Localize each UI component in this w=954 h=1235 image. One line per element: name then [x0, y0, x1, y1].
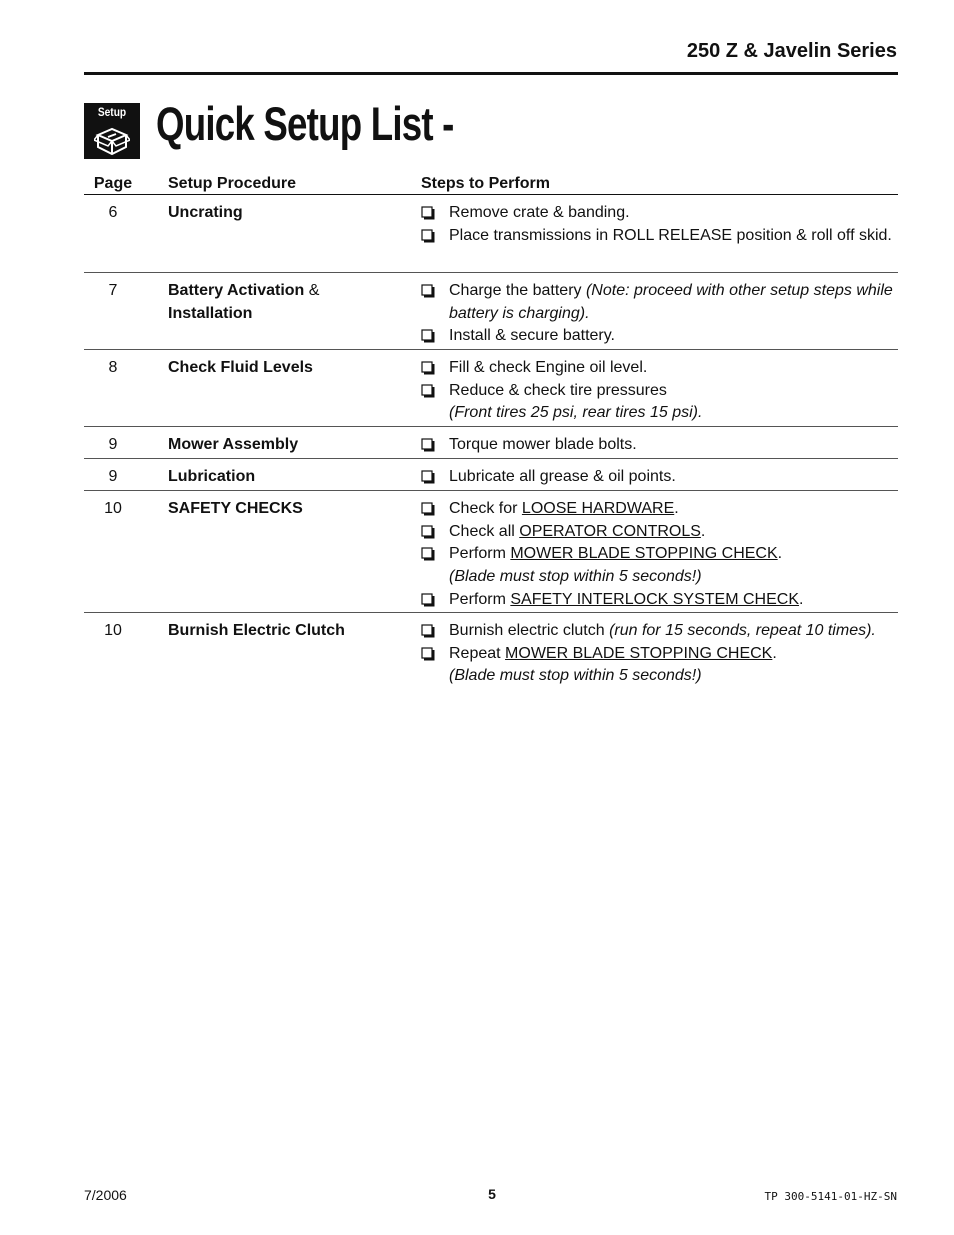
step-text: Place transmissions in ROLL RELEASE position & roll off skid.	[449, 226, 892, 244]
step-text: Check all	[449, 522, 520, 540]
procedure-name: Uncrating	[168, 204, 243, 221]
step-text: .	[700, 522, 706, 540]
step-item	[421, 434, 898, 457]
row-procedure	[168, 498, 398, 521]
row-page-number: 10	[104, 622, 122, 639]
step-text: (run for 15 seconds, repeat 10 times).	[609, 622, 876, 639]
step-text: (Note: proceed with other setup steps while battery is charging).	[449, 282, 893, 322]
step-text: .	[799, 590, 804, 608]
checkbox-icon	[421, 502, 435, 516]
step-item	[421, 643, 898, 688]
step-text: Torque mower blade bolts.	[449, 436, 637, 453]
step-reference: OPERATOR CONTROLS	[519, 522, 701, 540]
row-divider	[84, 272, 898, 273]
step-text: .	[674, 500, 679, 517]
step-item	[421, 521, 898, 544]
row-divider	[84, 426, 898, 427]
step-text: Fill & check Engine oil level.	[449, 359, 648, 376]
step-item	[421, 543, 898, 588]
checkbox-icon	[421, 229, 435, 243]
checkbox-icon	[421, 647, 435, 661]
row-steps	[421, 466, 898, 489]
row-steps	[421, 434, 898, 457]
step-text: Check for	[449, 500, 522, 517]
header-rule	[84, 72, 898, 75]
footer-doc-number: TP 300-5141-01-HZ-SN	[764, 1190, 897, 1203]
header-divider	[84, 194, 898, 195]
series-title: 250 Z & Javelin Series	[686, 40, 897, 62]
row-procedure	[168, 466, 398, 489]
step-text: Install & secure battery.	[449, 327, 615, 345]
checkbox-icon	[421, 470, 435, 484]
column-header-procedure: Setup Procedure	[168, 175, 297, 192]
footer-page-number: 5	[488, 1186, 496, 1202]
step-item	[421, 225, 898, 248]
step-item	[421, 589, 898, 612]
footer-date: 7/2006	[84, 1187, 127, 1203]
row-page-number: 9	[108, 468, 118, 485]
step-reference: MOWER BLADE STOPPING CHECK	[505, 644, 773, 662]
step-note: (Blade must stop within 5 seconds!)	[449, 568, 702, 586]
step-text: Burnish electric clutch	[449, 622, 610, 639]
procedure-name: Check Fluid Levels	[168, 359, 313, 376]
row-procedure	[168, 202, 398, 225]
procedure-name: Mower Assembly	[168, 436, 299, 453]
procedure-suffix: &	[304, 282, 320, 299]
step-reference: SAFETY INTERLOCK SYSTEM CHECK	[510, 590, 799, 608]
row-procedure	[168, 280, 398, 325]
step-note: (Front tires 25 psi, rear tires 15 psi).	[449, 404, 703, 422]
step-item	[421, 620, 898, 643]
row-steps	[421, 357, 898, 425]
box-setup-icon	[94, 121, 130, 157]
step-text: .	[772, 644, 777, 662]
row-steps	[421, 498, 898, 612]
step-text: Reduce & check tire pressures	[449, 381, 667, 399]
step-text: Charge the battery	[449, 282, 586, 299]
row-page-number: 6	[108, 204, 118, 221]
checkbox-icon	[421, 329, 435, 343]
step-item	[421, 380, 898, 425]
row-procedure	[168, 620, 398, 643]
step-item	[421, 280, 898, 325]
step-item	[421, 325, 898, 348]
step-text: Perform	[449, 545, 511, 563]
step-item	[421, 498, 898, 521]
step-text: .	[777, 545, 783, 563]
column-header-steps: Steps to Perform	[421, 175, 550, 192]
step-text: Repeat	[449, 644, 506, 662]
row-page-number: 10	[104, 500, 122, 517]
setup-logo-text: Setup	[97, 105, 127, 119]
row-procedure	[168, 357, 398, 380]
row-procedure	[168, 434, 398, 457]
procedure-name: Burnish Electric Clutch	[168, 622, 345, 639]
row-steps	[421, 202, 898, 247]
step-text: Perform	[449, 590, 511, 608]
checkbox-icon	[421, 624, 435, 638]
checkbox-icon	[421, 284, 435, 298]
procedure-name: SAFETY CHECKS	[168, 500, 303, 517]
step-text: Lubricate all grease & oil points.	[449, 468, 676, 485]
step-item	[421, 466, 898, 489]
procedure-name-line2: Installation	[168, 304, 253, 322]
row-steps	[421, 280, 898, 348]
row-divider	[84, 612, 898, 613]
step-item	[421, 202, 898, 225]
checkbox-icon	[421, 525, 435, 539]
checkbox-icon	[421, 593, 435, 607]
row-divider	[84, 349, 898, 350]
column-header-page: Page	[93, 175, 133, 192]
row-page-number: 7	[108, 282, 118, 299]
row-divider	[84, 458, 898, 459]
setup-logo	[84, 103, 140, 159]
step-reference: LOOSE HARDWARE	[521, 500, 675, 517]
checkbox-icon	[421, 547, 435, 561]
step-item	[421, 357, 898, 380]
step-note: (Blade must stop within 5 seconds!)	[449, 667, 702, 685]
step-text: Remove crate & banding.	[449, 204, 630, 221]
procedure-name: Battery Activation	[168, 282, 305, 299]
checkbox-icon	[421, 384, 435, 398]
checkbox-icon	[421, 438, 435, 452]
page-title: Quick Setup List -	[156, 97, 454, 150]
row-divider	[84, 490, 898, 491]
procedure-name: Lubrication	[168, 468, 256, 485]
step-reference: MOWER BLADE STOPPING CHECK	[510, 545, 778, 563]
checkbox-icon	[421, 361, 435, 375]
row-page-number: 8	[108, 359, 118, 376]
row-steps	[421, 620, 898, 688]
row-page-number: 9	[108, 436, 118, 453]
checkbox-icon	[421, 206, 435, 220]
